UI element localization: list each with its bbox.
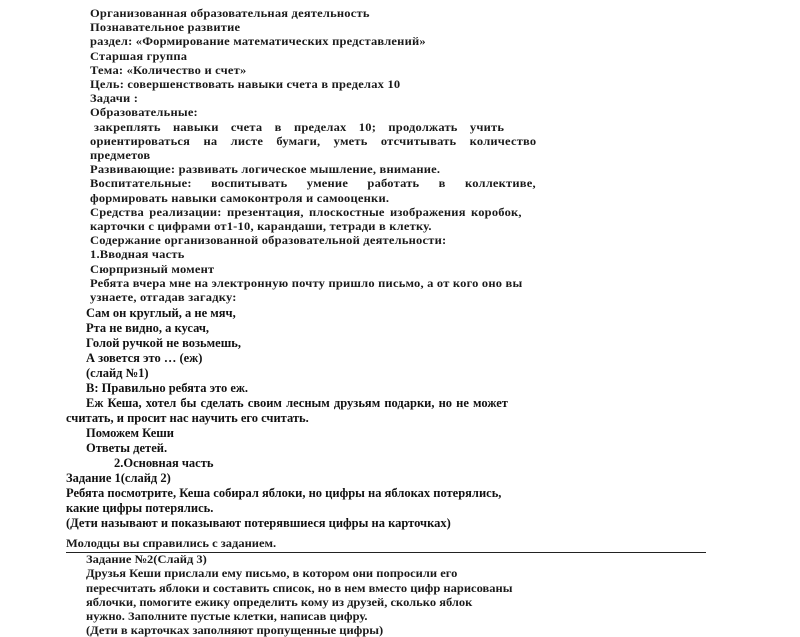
- doc-line: нужно. Заполните пустые клетки, написав цифру.: [86, 610, 368, 623]
- doc-line: Старшая группа: [90, 49, 188, 63]
- doc-line: Задачи :: [90, 92, 139, 106]
- doc-line: считать, и просит нас научить его считать.: [66, 411, 309, 426]
- doc-line: раздел: «Формирование математических представлений»: [90, 35, 426, 49]
- doc-line: (Дети называют и показывают потерявшиеся цифры на карточках): [66, 516, 451, 531]
- slide-reference: (слайд №1): [86, 366, 149, 381]
- doc-line: В: Правильно ребята это еж.: [86, 381, 249, 396]
- doc-line: предметов: [90, 149, 151, 162]
- doc-line: карточки с цифрами от1-10, карандаши, тетради в клетку.: [90, 220, 432, 233]
- doc-line: Сюрпризный момент: [90, 262, 215, 276]
- doc-line: (Дети в карточках заполняют пропущенные цифры): [86, 624, 384, 637]
- doc-line: Организованная образовательная деятельность: [90, 7, 370, 20]
- doc-line: Молодцы вы справились с заданием.: [66, 537, 277, 551]
- doc-line: 1.Вводная часть: [90, 248, 185, 262]
- doc-line: Ребята вчера мне на электронную почту пришло письмо, а от кого оно вы: [90, 276, 523, 290]
- section-heading: 2.Основная часть: [114, 456, 214, 471]
- riddle-line: Голой ручкой не возьмешь,: [86, 336, 242, 351]
- task-heading: Задание №2(Слайд 3): [86, 553, 207, 567]
- doc-line: яблочки, помогите ежику определить кому из друзей, сколько яблок: [86, 595, 473, 609]
- doc-line: Содержание организованной образовательной деятельности:: [90, 234, 447, 248]
- doc-line: пересчитать яблоки и составить список, но в нем вместо цифр нарисованы: [86, 581, 513, 595]
- doc-line: Еж Кеша, хотел бы сделать своим лесным друзьям подарки, но не может: [86, 396, 508, 411]
- doc-line-justified: Воспитательные: воспитывать умение работать в коллективе,: [90, 177, 536, 191]
- doc-line: Друзья Кеши прислали ему письмо, в котором они попросили его: [86, 567, 458, 581]
- doc-line-justified: ориентироваться на листе бумаги, уметь отсчитывать количество: [90, 134, 537, 148]
- section-divider: [66, 552, 706, 553]
- doc-line: Средства реализации: презентация, плоскостные изображения коробок,: [90, 205, 522, 219]
- doc-line: Тема: «Количество и счет»: [90, 63, 247, 77]
- doc-line: Образовательные:: [90, 106, 198, 120]
- doc-line: Ребята посмотрите, Кеша собирал яблоки, но цифры на яблоках потерялись,: [66, 486, 502, 501]
- riddle-line: Рта не видно, а кусач,: [86, 321, 210, 336]
- doc-line: узнаете, отгадав загадку:: [90, 291, 237, 304]
- task-heading: Задание 1(слайд 2): [66, 471, 171, 486]
- doc-line: Познавательное развитие: [90, 21, 241, 35]
- riddle-line: Сам он круглый, а не мяч,: [86, 306, 236, 321]
- doc-line: Цель: совершенствовать навыки счета в пределах 10: [90, 78, 401, 91]
- doc-line-justified: закреплять навыки счета в пределах 10; продолжать учить: [94, 120, 505, 134]
- doc-line: Ответы детей.: [86, 441, 168, 456]
- riddle-line: А зовется это … (еж): [86, 351, 203, 366]
- doc-line: какие цифры потерялись.: [66, 501, 214, 516]
- doc-line: Поможем Кеши: [86, 426, 175, 441]
- doc-line: Развивающие: развивать логическое мышление, внимание.: [90, 163, 441, 177]
- doc-line: формировать навыки самоконтроля и самооценки.: [90, 191, 390, 205]
